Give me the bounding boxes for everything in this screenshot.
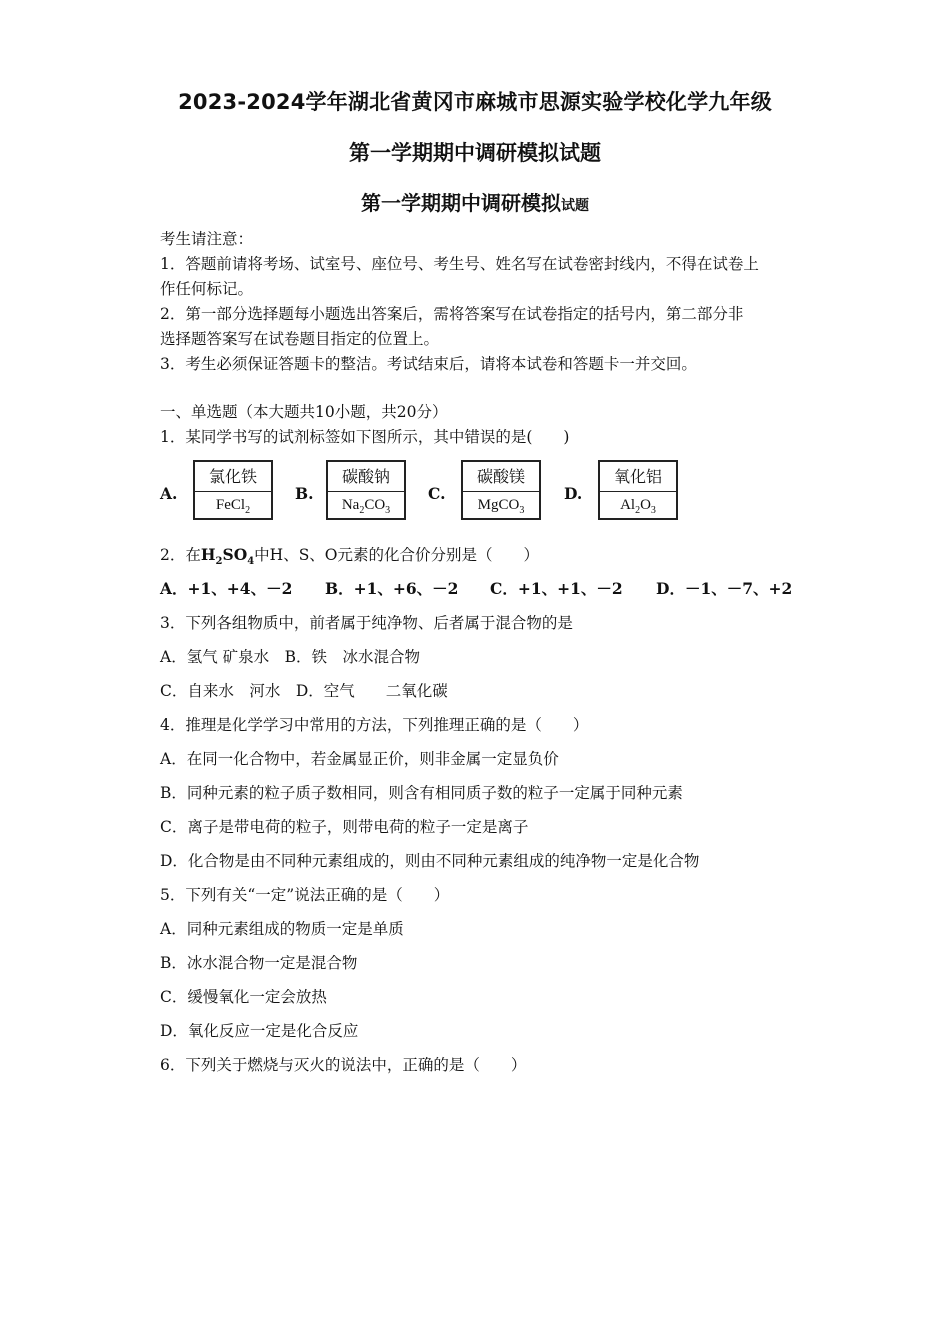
option-letter: D. [564, 484, 583, 503]
q6-stem: 6．下列关于燃烧与灭火的说法中，正确的是（ ） [160, 1056, 527, 1074]
reagent-formula: MgCO$_3$ [477, 497, 525, 516]
q3-stem: 3．下列各组物质中，前者属于纯净物、后者属于混合物的是 [160, 614, 573, 632]
notice-heading: 考生请注意： [160, 230, 254, 248]
reagent-name: 碳酸钠 [328, 462, 404, 492]
q5-option-d: D．氧化反应一定是化合反应 [160, 1022, 359, 1040]
q4-option-d: D．化合物是由不同种元素组成的，则由不同种元素组成的纯净物一定是化合物 [160, 852, 700, 870]
reagent-label-a [193, 460, 273, 520]
notice-line: 1．答题前请将考场、试室号、座位号、考生号、姓名写在试卷密封线内，不得在试卷上 [160, 255, 759, 273]
reagent-name: 碳酸镁 [463, 462, 539, 492]
q5-stem: 5．下列有关“一定”说法正确的是（ ） [160, 886, 450, 904]
q5-option-b: B．冰水混合物一定是混合物 [160, 954, 358, 972]
q3-options-line2: C．自来水 河水 D．空气 二氧化碳 [160, 682, 448, 700]
notice-line: 作任何标记。 [160, 280, 254, 298]
q2-option-c: C．+1、+1、－2 [490, 579, 623, 598]
q4-option-b: B．同种元素的粒子质子数相同，则含有相同质子数的粒子一定属于同种元素 [160, 784, 683, 802]
q2-option-d: D．－1、－7、+2 [656, 579, 793, 598]
notice-line: 3．考生必须保证答题卡的整洁。考试结束后，请将本试卷和答题卡一并交回。 [160, 355, 697, 373]
q5-option-a: A．同种元素组成的物质一定是单质 [160, 920, 404, 938]
q2-option-a: A．+1、+4、－2 [160, 579, 293, 598]
q2-option-b: B．+1、+6、－2 [325, 579, 459, 598]
exam-title-line3 [0, 187, 950, 216]
reagent-label-b [326, 460, 406, 520]
notice-line: 2．第一部分选择题每小题选出答案后，需将答案写在试卷指定的括号内，第二部分非 [160, 305, 744, 323]
notice-line: 选择题答案写在试卷题目指定的位置上。 [160, 330, 440, 348]
q4-option-c: C．离子是带电荷的粒子，则带电荷的粒子一定是离子 [160, 818, 529, 836]
reagent-formula: $Na_2CO_3$ [341, 497, 391, 516]
option-letter: C. [428, 484, 446, 503]
reagent-label-c [461, 460, 541, 520]
exam-title-line3-main: 第一学期期中调研模拟 [361, 191, 561, 215]
section-title: 一、单选题（本大题共10小题，共20分） [160, 403, 448, 421]
reagent-name: 氯化铁 [195, 462, 271, 492]
q1-label-options [160, 460, 760, 524]
reagent-formula: $Al_2O_3$ [620, 497, 656, 516]
option-letter: A. [160, 484, 178, 503]
option-letter: B. [295, 484, 314, 503]
exam-title-line3-small: 试题 [561, 198, 589, 214]
exam-title-line1: 2023-2024学年湖北省黄冈市麻城市思源实验学校化学九年级 [178, 90, 772, 114]
q1-stem: 1．某同学书写的试剂标签如下图所示，其中错误的是( ) [160, 428, 570, 446]
q2-stem: 2．在$H_2SO_4$中H、S、O元素的化合价分别是（ ） [160, 545, 540, 568]
q4-option-a: A．在同一化合物中，若金属显正价，则非金属一定显负价 [160, 750, 559, 768]
exam-title-line2: 第一学期期中调研模拟试题 [349, 141, 601, 165]
reagent-name: 氧化铝 [600, 462, 676, 492]
reagent-label-d [598, 460, 678, 520]
q4-stem: 4．推理是化学学习中常用的方法，下列推理正确的是（ ） [160, 716, 589, 734]
reagent-formula: FeCl$_2$ [215, 497, 251, 516]
q5-option-c: C．缓慢氧化一定会放热 [160, 988, 327, 1006]
q3-options-line1: A．氢气 矿泉水 B．铁 冰水混合物 [160, 648, 421, 666]
